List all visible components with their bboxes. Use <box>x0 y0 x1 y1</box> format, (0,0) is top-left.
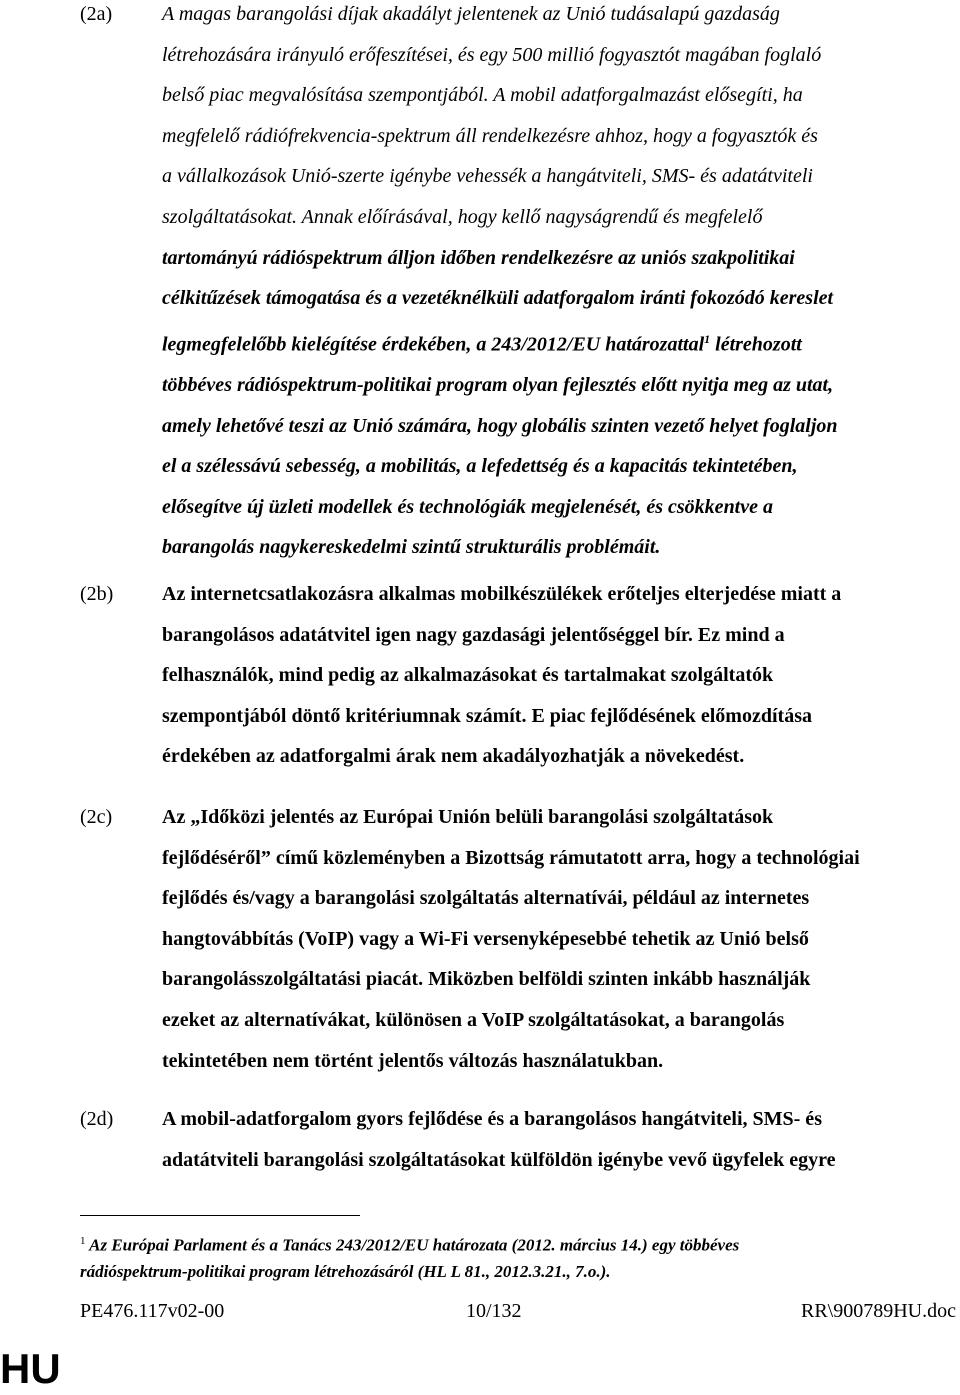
footnote-line-1: $^1$ Az Európai Parlament és a Tanács 243/2012/EU határozata (2012. március 14.) egy többéves <box>80 1235 740 1255</box>
text-line: barangolásos adatátvitel igen nagy gazdasági jelentőséggel bír. Ez mind a <box>162 623 785 646</box>
text-line: tartományú rádióspektrum álljon időben rendelkezésre az uniós szakpolitikai <box>162 246 795 269</box>
text-line: amely lehetővé teszi az Unió számára, hogy globális szinten vezető helyet foglaljon <box>162 414 838 437</box>
text-line <box>162 319 944 365</box>
text-line: létrehozására irányuló erőfeszítései, és egy 500 millió fogyasztót magában foglaló <box>162 43 822 66</box>
text-line: a vállalkozások Unió-szerte igénybe vehessék a hangátviteli, SMS- és adatátviteli <box>162 165 813 188</box>
text-line: Az internetcsatlakozásra alkalmas mobilkészülékek erőteljes elterjedése miatt a <box>162 583 842 605</box>
text-line: tekintetében nem történt jelentős változás használatukban. <box>162 1049 664 1072</box>
paragraph-body <box>162 1099 944 1180</box>
text-line: érdekében az adatforgalmi árak nem akadályozhatják a növekedést. <box>162 745 745 768</box>
text-line: célkitűzések támogatása és a vezetéknélküli adatforgalom iránti fokozódó kereslet <box>162 287 834 310</box>
text-line: fejlődéséről” című közleményben a Bizottság rámutatott arra, hogy a technológiai <box>162 846 860 869</box>
text-line: többéves rádióspektrum-politikai program olyan fejlesztés előtt nyitja meg az utat, <box>162 374 834 396</box>
text-line: ezeket az alternatívákat, különösen a VoIP szolgáltatásokat, a barangolás <box>162 1008 785 1031</box>
footnote-line-2: rádióspektrum-politikai program létrehozásáról (HL L 81., 2012.3.21., 7.o.). <box>80 1261 611 1281</box>
footnote-marker: 1 <box>80 1235 86 1247</box>
paragraph-number: (2c) <box>80 806 113 828</box>
paragraph-number: (2d) <box>80 1108 114 1130</box>
text-segment: legmegfelelőbb kielégítése érdekében, a 243/2012/EU határozattal <box>162 333 705 356</box>
footer-page-number: 10/132 <box>466 1300 522 1322</box>
text-line: elősegítve új üzleti modellek és technológiák megjelenését, és csökkentve a <box>162 495 773 518</box>
footer-doc-id: PE476.117v02-00 <box>80 1300 225 1322</box>
text-line: hangtovábbítás (VoIP) vagy a Wi-Fi versenyképesebbé tehetik az Unió belső <box>162 927 809 950</box>
footer-file-ref: RR\900789HU.doc <box>801 1300 956 1322</box>
footnote-separator <box>80 1215 360 1216</box>
text-line: belső piac megvalósítása szempontjából. A mobil adatforgalmazást elősegíti, ha <box>162 84 803 107</box>
text-line: Az „Időközi jelentés az Európai Unión belüli barangolási szolgáltatások <box>162 806 774 828</box>
paragraph-number: (2b) <box>80 583 114 605</box>
text-segment: létrehozott <box>710 333 802 356</box>
text-line: A mobil-adatforgalom gyors fejlődése és a barangolásos hangátviteli, SMS- és <box>162 1108 822 1130</box>
text-line: szempontjából döntő kritériumnak számít. E piac fejlődésének előmozdítása <box>162 704 812 727</box>
text-line: fejlődés és/vagy a barangolási szolgáltatás alternatívái, például az internetes <box>162 887 810 910</box>
text-line: felhasználók, mind pedig az alkalmazásokat és tartalmakat szolgáltatók <box>162 664 774 687</box>
paragraph-body <box>162 574 944 777</box>
text-line: A magas barangolási díjak akadályt jelentenek az Unió tudásalapú gazdaság <box>162 3 780 25</box>
text-line: barangolásszolgáltatási piacát. Miközben belföldi szinten inkább használják <box>162 968 811 991</box>
text-line: szolgáltatásokat. Annak előírásával, hogy kellő nagyságrendű és megfelelő <box>162 205 763 228</box>
paragraph-body <box>162 797 944 1081</box>
text-line: adatátviteli barangolási szolgáltatásokat külföldön igénybe vevő ügyfelek egyre <box>162 1148 836 1171</box>
language-tag: HU <box>0 1345 61 1392</box>
footnote <box>80 1228 940 1285</box>
text-line: barangolás nagykereskedelmi szintű strukturális problémáit. <box>162 536 661 559</box>
text-line: megfelelő rádiófrekvencia-spektrum áll rendelkezésre ahhoz, hogy a fogyasztók és <box>162 124 818 147</box>
paragraph-number: (2a) <box>80 3 113 25</box>
footnote-reference: 1 <box>704 331 711 346</box>
text-line: el a szélessávú sebesség, a mobilitás, a lefedettség és a kapacitás tekintetében, <box>162 455 798 478</box>
paragraph-body <box>162 0 944 568</box>
